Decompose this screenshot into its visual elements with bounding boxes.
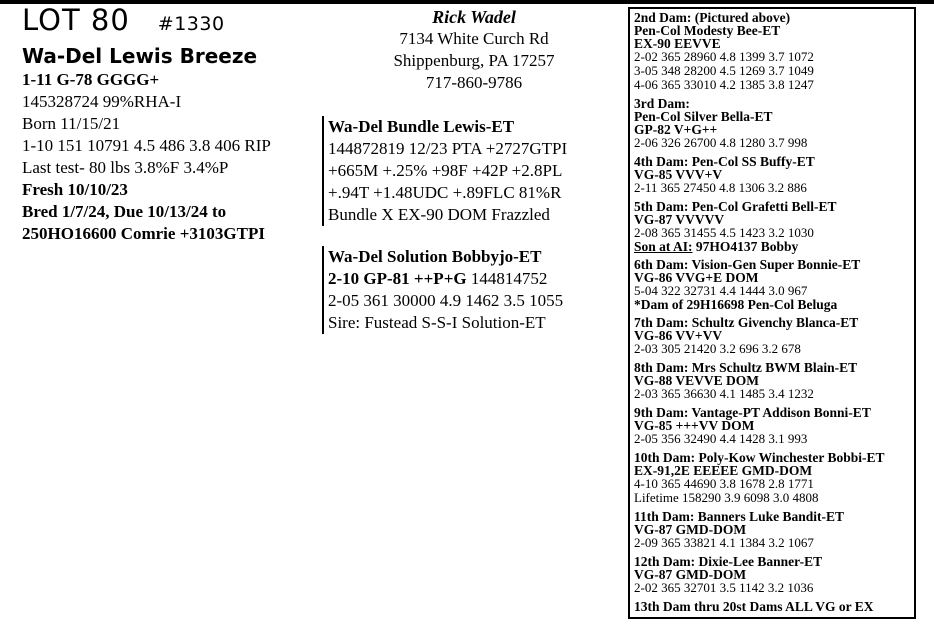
lot-heading xyxy=(22,4,322,40)
owner-phone: 717-860-9786 xyxy=(425,73,523,92)
pedigree-10th-dam xyxy=(634,451,914,505)
owner-name: Rick Wadel xyxy=(432,7,516,27)
dam-record: 2-08 365 31455 4.5 1423 3.2 1030 xyxy=(634,225,814,240)
dam-registration: 144814752 xyxy=(466,269,548,288)
dam-class: VG-85 VVV+V xyxy=(634,167,723,182)
pedigree-7th-dam xyxy=(634,316,914,356)
dam-name: Pen-Col Modesty Bee-ET xyxy=(634,23,781,38)
cow-summary xyxy=(22,4,322,245)
pedigree-6th-dam xyxy=(634,258,914,311)
dam-record: 4-06 365 33010 4.2 1385 3.8 1247 xyxy=(634,77,814,92)
cow-bred-line1: Bred 1/7/24, Due 10/13/24 to xyxy=(22,202,227,221)
dam-record: 2-09 365 33821 4.1 1384 3.2 1067 xyxy=(634,535,814,550)
pedigree-footer-text: 13th Dam thru 20st Dams ALL VG or EX xyxy=(634,599,874,614)
dam-record: 2-02 365 28960 4.8 1399 3.7 1072 xyxy=(634,49,814,64)
cow-bred-line2: 250HO16600 Comrie +3103GTPI xyxy=(22,224,265,243)
dam-record: 2-06 326 26700 4.8 1280 3.7 998 xyxy=(634,135,808,150)
dam-class: VG-88 VEVVE DOM xyxy=(634,373,760,388)
dam-note: *Dam of 29H16698 Pen-Col Beluga xyxy=(634,297,838,312)
sire-line2: +665M +.25% +98F +42P +2.8PL xyxy=(328,161,563,180)
dam-title: 4th Dam: Pen-Col SS Buffy-ET xyxy=(634,154,815,169)
son-at-ai xyxy=(634,240,914,253)
cow-class: 1-11 G-78 GGGG+ xyxy=(22,70,160,89)
dam-record: 2-03 305 21420 3.2 696 3.2 678 xyxy=(634,341,801,356)
dam-record: 2-11 365 27450 4.8 1306 3.2 886 xyxy=(634,180,807,195)
dam-title: 9th Dam: Vantage-PT Addison Bonni-ET xyxy=(634,405,871,420)
sire-line4: Bundle X EX-90 DOM Frazzled xyxy=(328,205,550,224)
cow-record: 1-10 151 10791 4.5 486 3.8 406 RIP xyxy=(22,136,271,155)
dam-title: 3rd Dam: xyxy=(634,96,690,111)
dam-class: GP-82 V+G++ xyxy=(634,122,718,137)
dam-class: VG-86 VV+VV xyxy=(634,328,723,343)
son-at-ai-label: Son at AI: xyxy=(634,239,693,254)
cow-born: Born 11/15/21 xyxy=(22,114,121,133)
cow-name: Wa-Del Lewis Breeze xyxy=(22,44,258,68)
owner-street: 7134 White Curch Rd xyxy=(399,29,549,48)
dam-record: 2-05 356 32490 4.4 1428 3.1 993 xyxy=(634,431,808,446)
dam-title: 7th Dam: Schultz Givenchy Blanca-ET xyxy=(634,315,859,330)
dam-title: 6th Dam: Vision-Gen Super Bonnie-ET xyxy=(634,257,861,272)
pedigree-9th-dam xyxy=(634,406,914,446)
lot-number: #1330 xyxy=(157,13,225,35)
dam-title: 11th Dam: Banners Luke Bandit-ET xyxy=(634,509,845,524)
dam-lifetime: Lifetime 158290 3.9 6098 3.0 4808 xyxy=(634,490,819,505)
cow-last-test: Last test- 80 lbs 3.8%F 3.4%P xyxy=(22,158,229,177)
sire-line3: +.94T +1.48UDC +.89FLC 81%R xyxy=(328,183,562,202)
owner-city: Shippenburg, PA 17257 xyxy=(393,51,555,70)
dam-record: 2-02 365 32701 3.5 1142 3.2 1036 xyxy=(634,580,814,595)
pedigree-12th-dam xyxy=(634,555,914,595)
dam-title: 8th Dam: Mrs Schultz BWM Blain-ET xyxy=(634,360,858,375)
dam-record: 5-04 322 32731 4.4 1444 3.0 967 xyxy=(634,283,808,298)
dam-class-bold: 2-10 GP-81 ++P+G xyxy=(328,269,467,288)
dam-class: EX-91,2E EEEEE GMD-DOM xyxy=(634,463,813,478)
dam-class: VG-85 +++VV DOM xyxy=(634,418,755,433)
dam-class: VG-87 GMD-DOM xyxy=(634,522,747,537)
dam-record: 4-10 365 44690 3.8 1678 2.8 1771 xyxy=(634,476,814,491)
pedigree-3rd-dam xyxy=(634,97,914,150)
pedigree-4th-dam xyxy=(634,155,914,195)
dam-title: 10th Dam: Poly-Kow Winchester Bobbi-ET xyxy=(634,450,885,465)
dam-name: Pen-Col Silver Bella-ET xyxy=(634,109,773,124)
sire-block xyxy=(322,116,618,226)
son-at-ai-value: 97HO4137 Bobby xyxy=(692,239,799,254)
dam-class: VG-87 VVVVV xyxy=(634,212,725,227)
dam-class: EX-90 EEVVE xyxy=(634,36,721,51)
pedigree-box xyxy=(628,7,916,619)
sire-line1: 144872819 12/23 PTA +2727GTPI xyxy=(328,139,568,158)
dam-block xyxy=(322,246,618,334)
dam-sire: Sire: Fustead S-S-I Solution-ET xyxy=(328,313,546,332)
dam-name: Wa-Del Solution Bobbyjo-ET xyxy=(328,247,542,266)
pedigree-2nd-dam xyxy=(634,11,914,92)
dam-title: 12th Dam: Dixie-Lee Banner-ET xyxy=(634,554,823,569)
lot-label: LOT 80 xyxy=(22,3,130,37)
dam-class: VG-86 VVG+E DOM xyxy=(634,270,759,285)
cow-fresh: Fresh 10/10/23 xyxy=(22,180,128,199)
pedigree-11th-dam xyxy=(634,510,914,550)
dam-class: VG-87 GMD-DOM xyxy=(634,567,747,582)
dam-record: 2-03 365 36630 4.1 1485 3.4 1232 xyxy=(634,386,814,401)
dam-title: 5th Dam: Pen-Col Grafetti Bell-ET xyxy=(634,199,837,214)
dam-record: 2-05 361 30000 4.9 1462 3.5 1055 xyxy=(328,291,564,310)
pedigree-footer xyxy=(634,600,914,613)
cow-registration: 145328724 99%RHA-I xyxy=(22,92,182,111)
owner-block xyxy=(358,6,590,94)
dam-title: 2nd Dam: (Pictured above) xyxy=(634,10,791,25)
dam-class xyxy=(328,268,618,290)
sire-name: Wa-Del Bundle Lewis-ET xyxy=(328,117,515,136)
dam-record: 3-05 348 28200 4.5 1269 3.7 1049 xyxy=(634,63,814,78)
pedigree-5th-dam xyxy=(634,200,914,253)
pedigree-8th-dam xyxy=(634,361,914,401)
